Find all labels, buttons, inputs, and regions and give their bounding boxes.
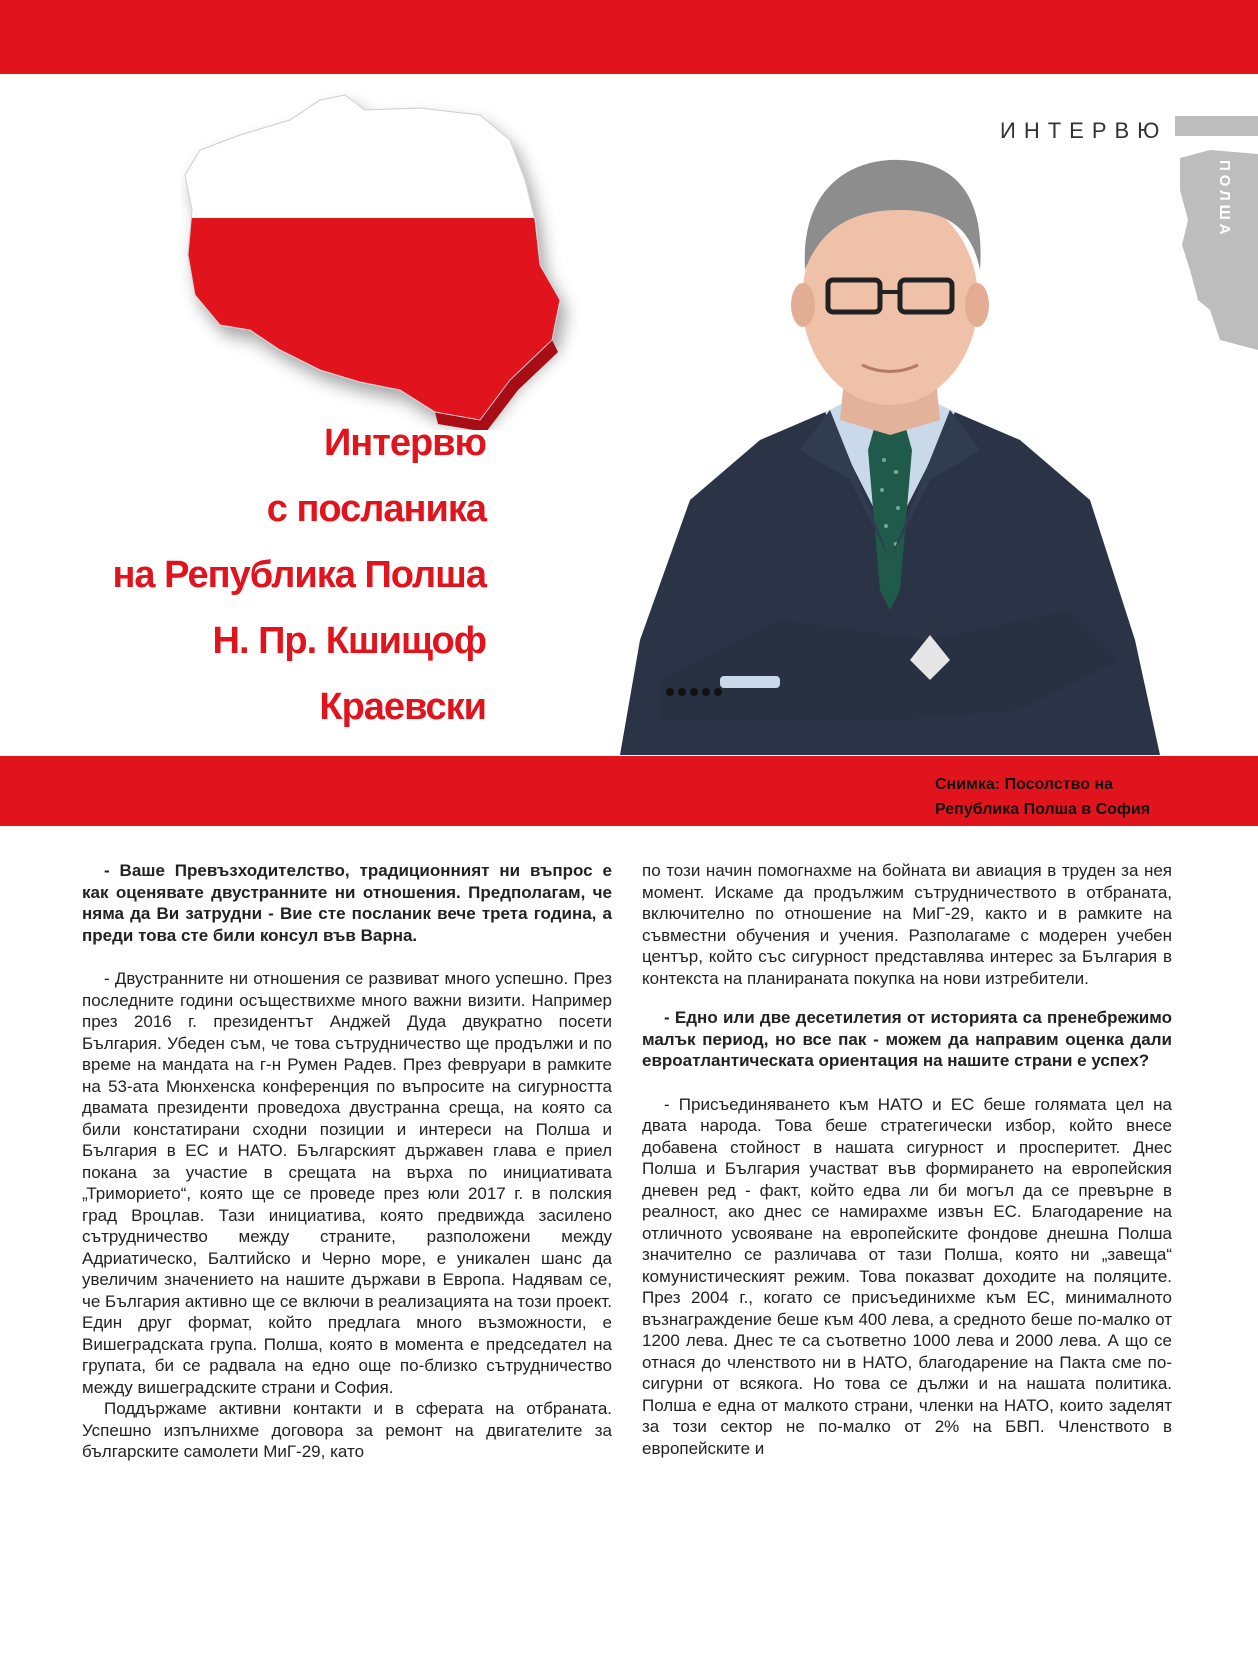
article-title (66, 410, 486, 740)
interview-answer-continued: по този начин помогнахме на бойната ви авиация в труден за нея момент. Искаме да продължим сътрудничеството в отбраната, включително по отношение на МиГ-29, както и в рамките на съвместни обучения и учения. Разполагаме с модерен учебен център, който със сигурност представлява интерес за България в контекста на планираната покупка на нови изтребители. (642, 861, 1172, 988)
ambassador-portrait (600, 120, 1180, 755)
photo-caption (935, 772, 1215, 822)
right-column (642, 860, 1172, 1459)
left-column (82, 860, 612, 1463)
interview-answer: - Присъединяването към НАТО и ЕС беше голямата цел на двата народа. Това беше стратегически избор, който внесе добавена стойност в нашата сигурност и просперитет. Днес Полша и България участват във формирането на европейския дневен ред - факт, който едва ли би могъл да се превърне в реалност, ако днес се намирахме извън ЕС. Благодарение на отличното усвояване на европейските фондове днешна Полша значително се различава от тази Полша, която ни „завеща“ комунистическият режим. Това показват доходите на поляците. През 2004 г., когато се присъединихме към ЕС, минималното възнаграждение беше към 400 лева, а средното беше по-малко от 1200 лева. Днес те са съответно 1000 лева и 2000 лева. А що се отнася до членството ни в НАТО, благодарение на Пакта сме по-сигурни от всякога. Но това се дължи и на нашата политика. Полша е една от малкото страни, членки на НАТО, които заделят за този сектор не по-малко от 2% на БВП. Членството в европейските и (642, 1094, 1172, 1458)
interview-answer: Поддържаме активни контакти и в сферата на отбраната. Успешно изпълнихме договора за ремонт на двигателите за българските самолети МиГ-29, като (82, 1399, 612, 1461)
section-bar (1175, 116, 1258, 136)
title-line: Н. Пр. Кшищоф (212, 620, 486, 662)
title-line: Интервю (323, 422, 486, 464)
side-tab-label: ПОЛША (1216, 160, 1233, 239)
caption-line: Снимка: Посолство на (935, 776, 1113, 793)
title-line: с посланика (266, 488, 486, 530)
caption-line: Република Полша в София (935, 801, 1151, 818)
interview-question: - Ваше Превъзходителство, традиционният ни въпрос е как оценявате двустранните ни отношения. Предполагам, че няма да Ви затрудни - Вие сте посланик вече трета година, а преди това сте били консул във Варна. (82, 861, 612, 945)
section-label: ИНТЕРВЮ (1000, 118, 1168, 143)
interview-answer: - Двустранните ни отношения се развиват много успешно. През последните години осъществихме много важни визити. Например през 2016 г. президентът Анджей Дуда двукратно посети България. Убеден съм, че това сътрудничество ще продължи и по време на мандата на г-н Румен Радев. През февруари в рамките на 53-ата Мюнхенска конференция по въпросите на сигурността двамата президенти проведоха двустранна среща, на която са били констатирани сходни позиции и интереси на Полша и България в ЕС и НАТО. Българският държавен глава е приел покана за участие в срещата на върха по инициативата „Триморието“, която ще се проведе през юли 2017 г. в полския град Вроцлав. Тази инициатива, която предвижда засилено сътрудничество между страните, разположени между Адриатическо, Балтийско и Черно море, е уникален шанс да увеличим значението на нашите държави в Европа. Надявам се, че България активно ще се включи в реализацията на този проект. Един друг формат, който предлага много възможности, е Вишеградската група. Полша, която в момента е председател на групата, би се радвала на едно още по-близко сътрудничество между вишеградските страни и София. (82, 969, 612, 1397)
top-red-band (0, 0, 1258, 74)
interview-question: - Едно или две десетилетия от историята са пренебрежимо малък период, но все пак - можем да направим оценка дали евроатлантическата ориентация на нашите страни е успех? (642, 1008, 1172, 1070)
title-line: Краевски (319, 686, 486, 728)
title-line: на Република Полша (112, 554, 486, 596)
poland-flag-map-icon (180, 90, 600, 430)
